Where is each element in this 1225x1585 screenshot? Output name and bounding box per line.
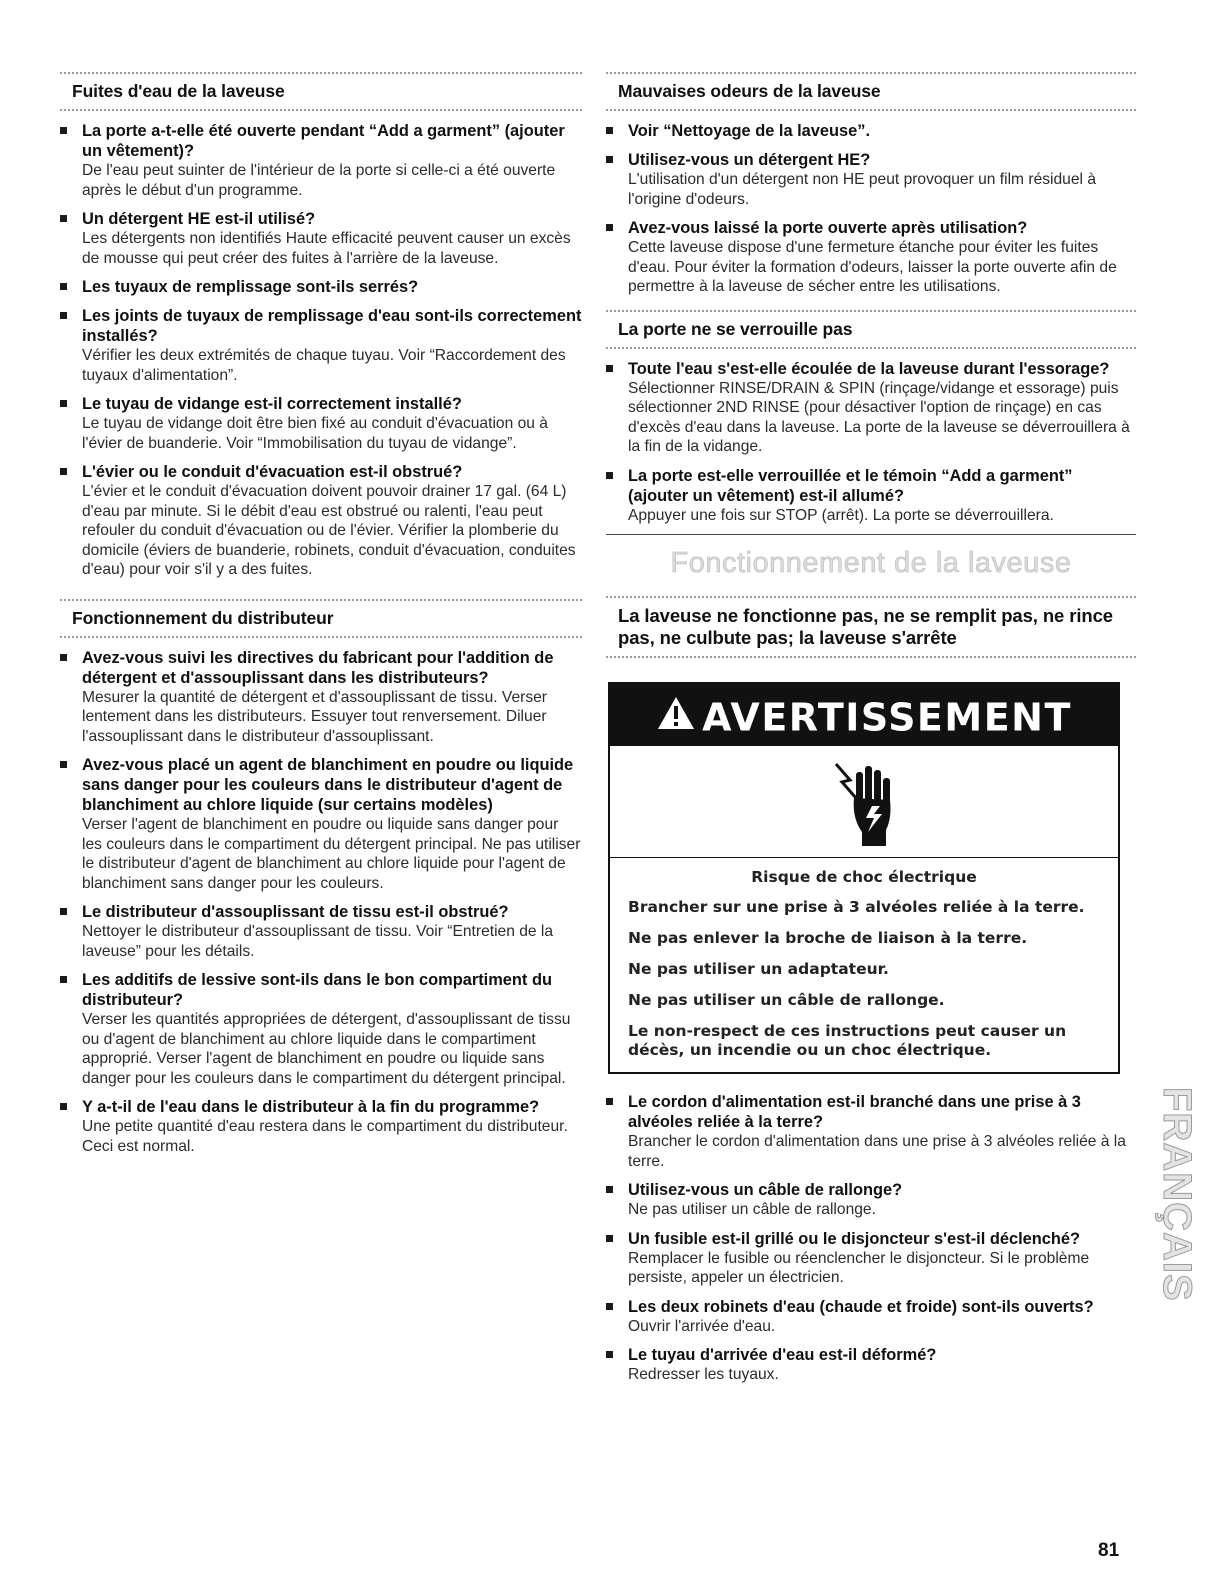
leaks-list (60, 121, 582, 580)
list-item: Le tuyau d'arrivée d'eau est-il déformé? Redresser les tuyaux. (606, 1345, 1136, 1385)
section-heading-leaks (60, 72, 582, 111)
section-heading-odors (606, 72, 1136, 111)
list-item: Les tuyaux de remplissage sont-ils serrés? (60, 277, 582, 297)
bullet-icon (60, 1103, 67, 1110)
bullet-icon (606, 127, 613, 134)
warning-risk: Risque de choc électrique (751, 868, 977, 887)
list-item: Avez-vous placé un agent de blanchiment en poudre ou liquide sans danger pour les couleurs dans le distributeur d'agent de blanchiment au chlore liquide (sur certains modèles) Verser l'agent de blanchiment en poudre ou liquide sans danger pour les couleurs dans le compartiment du détergent principal. Ne pas utiliser le distributeur d'agent de blanchiment au chlore liquide pour l'agent de blanchiment sans danger pour les couleurs. (60, 755, 582, 893)
section-heading-door-lock (606, 310, 1136, 349)
bullet-icon (60, 468, 67, 475)
bullet-icon (606, 156, 613, 163)
list-item: Les joints de tuyaux de remplissage d'eau sont-ils correctement installés? Vérifier les deux extrémités de chaque tuyau. Voir “Raccordement des tuyaux d'alimentation”. (60, 306, 582, 385)
list-item: Le tuyau de vidange est-il correctement installé? Le tuyau de vidange doit être bien fixé au conduit d'évacuation ou à l'évier de buanderie. Voir “Immobilisation du tuyau de vidange”. (60, 394, 582, 453)
section-heading-not-working (606, 596, 1136, 658)
warning-box (608, 682, 1120, 1074)
list-item: L'évier ou le conduit d'évacuation est-il obstrué? L'évier et le conduit d'évacuation doivent pouvoir drainer 17 gal. (64 L) d'eau par minute. Si le débit d'eau est obstrué ou ralenti, l'eau peut refouler du conduit d'évacuation ou de l'évier. Vérifier la plomberie du domicile (éviers de buanderie, robinets, conduit d'évacuation, conduites d'eau) pour voir s'il y a des fuites. (60, 462, 582, 580)
list-item: La porte a-t-elle été ouverte pendant “Add a garment” (ajouter un vêtement)? De l'eau peut suinter de l'intérieur de la porte si celle-ci a été ouverte après le début d'un programme. (60, 121, 582, 200)
bullet-icon (60, 400, 67, 407)
odors-list (606, 121, 1136, 297)
bullet-icon (606, 224, 613, 231)
section-heading-dispenser (60, 599, 582, 638)
language-side-text: FRANÇAIS (1155, 1087, 1199, 1302)
door-lock-list (606, 359, 1136, 526)
heading-odors: Mauvaises odeurs de la laveuse (618, 81, 881, 101)
warning-line: Le non-respect de ces instructions peut causer un décès, un incendie ou un choc électrique. (628, 1022, 1067, 1060)
list-item: Utilisez-vous un câble de rallonge? Ne pas utiliser un câble de rallonge. (606, 1180, 1136, 1220)
heading-dispenser: Fonctionnement du distributeur (72, 607, 334, 628)
page-number: 81 (1098, 1540, 1120, 1561)
heading-leaks: Fuites d'eau de la laveuse (72, 81, 285, 101)
list-item: Les deux robinets d'eau (chaude et froide) sont-ils ouverts? Ouvrir l'arrivée d'eau. (606, 1297, 1136, 1337)
electric-shock-hand-icon (832, 835, 896, 852)
bullet-icon (60, 654, 67, 661)
warning-line: Ne pas utiliser un câble de rallonge. (628, 991, 945, 1010)
warning-line: Ne pas enlever la broche de liaison à la terre. (628, 929, 1028, 948)
warning-triangle-icon (656, 687, 696, 749)
warning-line: Brancher sur une prise à 3 alvéoles reliée à la terre. (628, 898, 1085, 917)
language-side-tab (1152, 1083, 1199, 1341)
warning-header (610, 684, 1118, 746)
bullet-icon (606, 1098, 613, 1105)
list-item: Le cordon d'alimentation est-il branché dans une prise à 3 alvéoles reliée à la terre? Brancher le cordon d'alimentation dans une prise à 3 alvéoles reliée à la terre. (606, 1092, 1136, 1171)
bullet-icon (60, 908, 67, 915)
list-item: Avez-vous laissé la porte ouverte après utilisation? Cette laveuse dispose d'une fermeture étanche pour éviter les fuites d'eau. Pour éviter la formation d'odeurs, laisser la porte ouverte afin de permettre à la laveuse de sécher entre les utilisations. (606, 218, 1136, 297)
shock-icon-area (610, 746, 1118, 858)
list-item: Avez-vous suivi les directives du fabricant pour l'addition de détergent et d'assouplissant dans les distributeurs? Mesurer la quantité de détergent et d'assouplissant de tissu. Verser lentement dans les distributeurs. Essuyer tout renversement. Diluer l'assouplissant dans le distributeur d'assouplissant. (60, 648, 582, 747)
bullet-icon (606, 1303, 613, 1310)
power-list (606, 1092, 1136, 1385)
dispenser-list (60, 648, 582, 1157)
bullet-icon (606, 1351, 613, 1358)
bullet-icon (606, 365, 613, 372)
right-column (606, 72, 1136, 1394)
list-item: Un détergent HE est-il utilisé? Les détergents non identifiés Haute efficacité peuvent causer un excès de mousse qui peut créer des fuites à l'arrière de la laveuse. (60, 209, 582, 268)
chapter-title: Fonctionnement de la laveuse (670, 547, 1072, 579)
bullet-icon (60, 761, 67, 768)
section-divider (606, 534, 1136, 535)
heading-not-working: La laveuse ne fonctionne pas, ne se remplit pas, ne rince pas, ne culbute pas; la laveuse s'arrête (618, 605, 1113, 649)
bullet-icon (60, 283, 67, 290)
warning-body (610, 858, 1118, 1072)
list-item: Le distributeur d'assouplissant de tissu est-il obstrué? Nettoyer le distributeur d'assouplissant de tissu. Voir “Entretien de la laveuse” pour les détails. (60, 902, 582, 961)
list-item: La porte est-elle verrouillée et le témoin “Add a garment” (ajouter un vêtement) est-il allumé? Appuyer une fois sur STOP (arrêt). La porte se déverrouillera. (606, 466, 1136, 526)
bullet-icon (606, 1235, 613, 1242)
list-item: Utilisez-vous un détergent HE? L'utilisation d'un détergent non HE peut provoquer un film résiduel à l'origine d'odeurs. (606, 150, 1136, 209)
bullet-icon (60, 312, 67, 319)
bullet-icon (60, 976, 67, 983)
bullet-icon (606, 472, 613, 479)
list-item: Voir “Nettoyage de la laveuse”. (606, 121, 1136, 141)
left-column (60, 72, 582, 1165)
list-item: Un fusible est-il grillé ou le disjoncteur s'est-il déclenché? Remplacer le fusible ou réenclencher le disjoncteur. Si le problème persiste, appeler un électricien. (606, 1229, 1136, 1288)
list-item: Toute l'eau s'est-elle écoulée de la laveuse durant l'essorage? Sélectionner RINSE/DRAIN & SPIN (rinçage/vidange et essorage) puis sélectionner 2ND RINSE (pour désactiver l'option de rinçage) en cas d'excès d'eau dans la laveuse. La porte de la laveuse se déverrouillera à la fin de la vidange. (606, 359, 1136, 457)
warning-title: AVERTISSEMENT (702, 695, 1072, 740)
heading-door-lock: La porte ne se verrouille pas (618, 318, 853, 339)
bullet-icon (60, 127, 67, 134)
list-item: Y a-t-il de l'eau dans le distributeur à la fin du programme? Une petite quantité d'eau restera dans le compartiment du distributeur. Ceci est normal. (60, 1097, 582, 1156)
list-item: Les additifs de lessive sont-ils dans le bon compartiment du distributeur? Verser les quantités appropriées de détergent, d'assouplissant de tissu ou d'agent de blanchiment au chlore liquide dans le compartiment approprié. Verser l'agent de blanchiment en poudre ou liquide sans danger pour les couleurs dans le compartiment du détergent principal. (60, 970, 582, 1088)
bullet-icon (606, 1186, 613, 1193)
bullet-icon (60, 215, 67, 222)
warning-line: Ne pas utiliser un adaptateur. (628, 960, 889, 979)
